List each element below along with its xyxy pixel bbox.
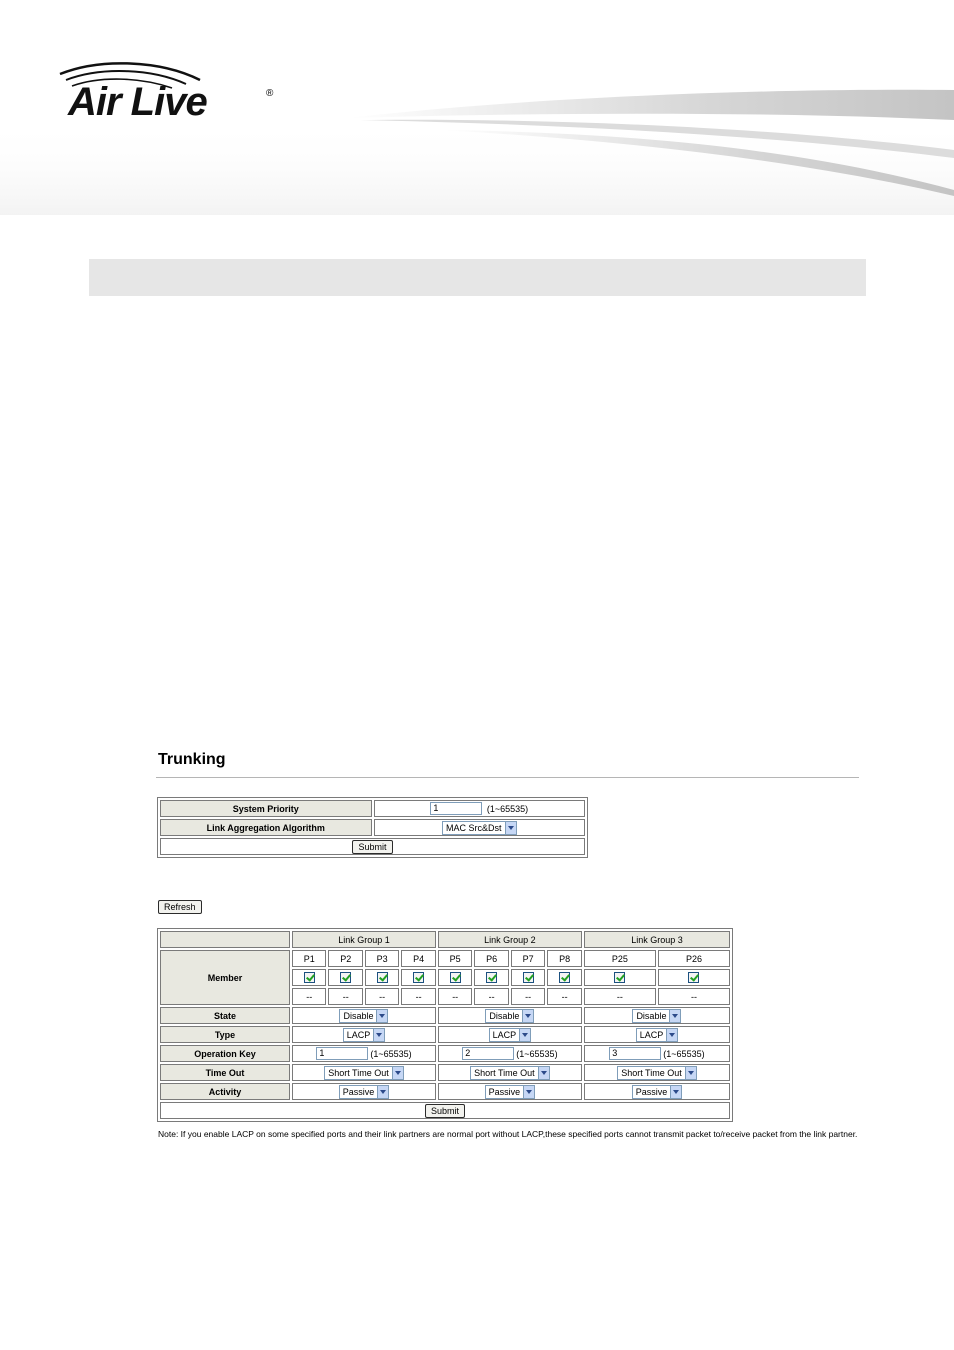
timeout-row <box>160 1064 730 1081</box>
member-checkbox[interactable] <box>688 972 699 983</box>
group-3-key-input[interactable]: 3 <box>609 1047 661 1060</box>
link-group-3-header: Link Group 3 <box>584 931 730 948</box>
chevron-down-icon <box>522 1010 533 1022</box>
key-hint: (1~65535) <box>663 1048 705 1059</box>
chevron-down-icon <box>538 1067 549 1079</box>
lacp-note: Note: If you enable LACP on some specified ports and their link partners are normal port without LACP,these specified ports cannot transmit packet to/receive packet from the link partner. <box>158 1129 858 1139</box>
group-1-activity-select[interactable]: Passive <box>339 1085 390 1099</box>
page-title: Trunking <box>158 751 226 768</box>
port-status: -- <box>547 988 582 1005</box>
activity-row <box>160 1083 730 1100</box>
refresh-button[interactable]: Refresh <box>158 900 202 914</box>
link-groups-table <box>157 928 733 1122</box>
chevron-down-icon <box>523 1086 534 1098</box>
key-hint: (1~65535) <box>516 1048 558 1059</box>
trunking-screenshot <box>156 745 860 1155</box>
registered-mark: ® <box>266 88 274 99</box>
group-3-state-select[interactable]: Disable <box>632 1009 681 1023</box>
chevron-down-icon <box>376 1010 387 1022</box>
port-name-row <box>160 950 730 967</box>
port-label: P26 <box>658 950 730 967</box>
key-hint: (1~65535) <box>370 1048 412 1059</box>
port-status: -- <box>365 988 399 1005</box>
chevron-down-icon <box>685 1067 696 1079</box>
group-header-row <box>160 931 730 948</box>
group-3-timeout-select[interactable]: Short Time Out <box>617 1066 697 1080</box>
link-aggregation-row <box>160 819 585 836</box>
member-checkbox[interactable] <box>559 972 570 983</box>
member-checkbox[interactable] <box>413 972 424 983</box>
member-checkbox[interactable] <box>450 972 461 983</box>
chevron-down-icon <box>505 822 516 834</box>
member-checkbox[interactable] <box>377 972 388 983</box>
group-2-activity-select[interactable]: Passive <box>485 1085 536 1099</box>
member-checkbox[interactable] <box>614 972 625 983</box>
state-label: State <box>160 1007 290 1024</box>
port-label: P6 <box>474 950 508 967</box>
system-priority-label: System Priority <box>160 800 372 817</box>
port-label: P2 <box>328 950 362 967</box>
chevron-down-icon <box>670 1086 681 1098</box>
port-label: P8 <box>547 950 582 967</box>
document-header <box>0 0 954 215</box>
state-row <box>160 1007 730 1024</box>
member-checkbox[interactable] <box>340 972 351 983</box>
group-2-key-input[interactable]: 2 <box>462 1047 514 1060</box>
chevron-down-icon <box>669 1010 680 1022</box>
system-submit-button[interactable]: Submit <box>352 840 392 854</box>
group-1-state-select[interactable]: Disable <box>339 1009 388 1023</box>
operation-key-label: Operation Key <box>160 1045 290 1062</box>
system-priority-hint: (1~65535) <box>486 803 529 814</box>
system-priority-row <box>160 800 585 817</box>
link-aggregation-label: Link Aggregation Algorithm <box>160 819 372 836</box>
port-status: -- <box>584 988 656 1005</box>
title-divider <box>156 777 859 778</box>
link-group-2-header: Link Group 2 <box>438 931 582 948</box>
port-status: -- <box>328 988 362 1005</box>
group-2-type-select[interactable]: LACP <box>489 1028 532 1042</box>
group-2-state-select[interactable]: Disable <box>485 1009 534 1023</box>
type-label: Type <box>160 1026 290 1043</box>
system-priority-input[interactable]: 1 <box>430 802 482 815</box>
brand-logo: Air Live <box>68 80 207 124</box>
group-1-timeout-select[interactable]: Short Time Out <box>324 1066 404 1080</box>
chevron-down-icon <box>519 1029 530 1041</box>
group-1-key-input[interactable]: 1 <box>316 1047 368 1060</box>
chevron-down-icon <box>666 1029 677 1041</box>
timeout-label: Time Out <box>160 1064 290 1081</box>
operation-key-row <box>160 1045 730 1062</box>
port-status: -- <box>658 988 730 1005</box>
member-checkbox[interactable] <box>523 972 534 983</box>
port-status: -- <box>292 988 326 1005</box>
group-3-activity-select[interactable]: Passive <box>632 1085 683 1099</box>
link-groups-submit-button[interactable]: Submit <box>425 1104 465 1118</box>
type-row <box>160 1026 730 1043</box>
group-2-timeout-select[interactable]: Short Time Out <box>470 1066 550 1080</box>
port-status: -- <box>511 988 545 1005</box>
port-label: P1 <box>292 950 326 967</box>
port-status: -- <box>474 988 508 1005</box>
port-label: P25 <box>584 950 656 967</box>
activity-label: Activity <box>160 1083 290 1100</box>
header-corner-cell <box>160 931 290 948</box>
chevron-down-icon <box>377 1086 388 1098</box>
port-status: -- <box>438 988 472 1005</box>
port-label: P7 <box>511 950 545 967</box>
group-3-type-select[interactable]: LACP <box>636 1028 679 1042</box>
member-label: Member <box>160 950 290 1005</box>
member-checkbox[interactable] <box>486 972 497 983</box>
link-aggregation-select[interactable]: MAC Src&Dst <box>442 821 517 835</box>
port-label: P4 <box>401 950 436 967</box>
port-status: -- <box>401 988 436 1005</box>
chevron-down-icon <box>392 1067 403 1079</box>
system-settings-table <box>157 797 588 858</box>
section-heading-bar <box>89 259 866 296</box>
member-checkbox[interactable] <box>304 972 315 983</box>
group-1-type-select[interactable]: LACP <box>343 1028 386 1042</box>
chevron-down-icon <box>373 1029 384 1041</box>
link-group-1-header: Link Group 1 <box>292 931 436 948</box>
port-label: P3 <box>365 950 399 967</box>
port-label: P5 <box>438 950 472 967</box>
